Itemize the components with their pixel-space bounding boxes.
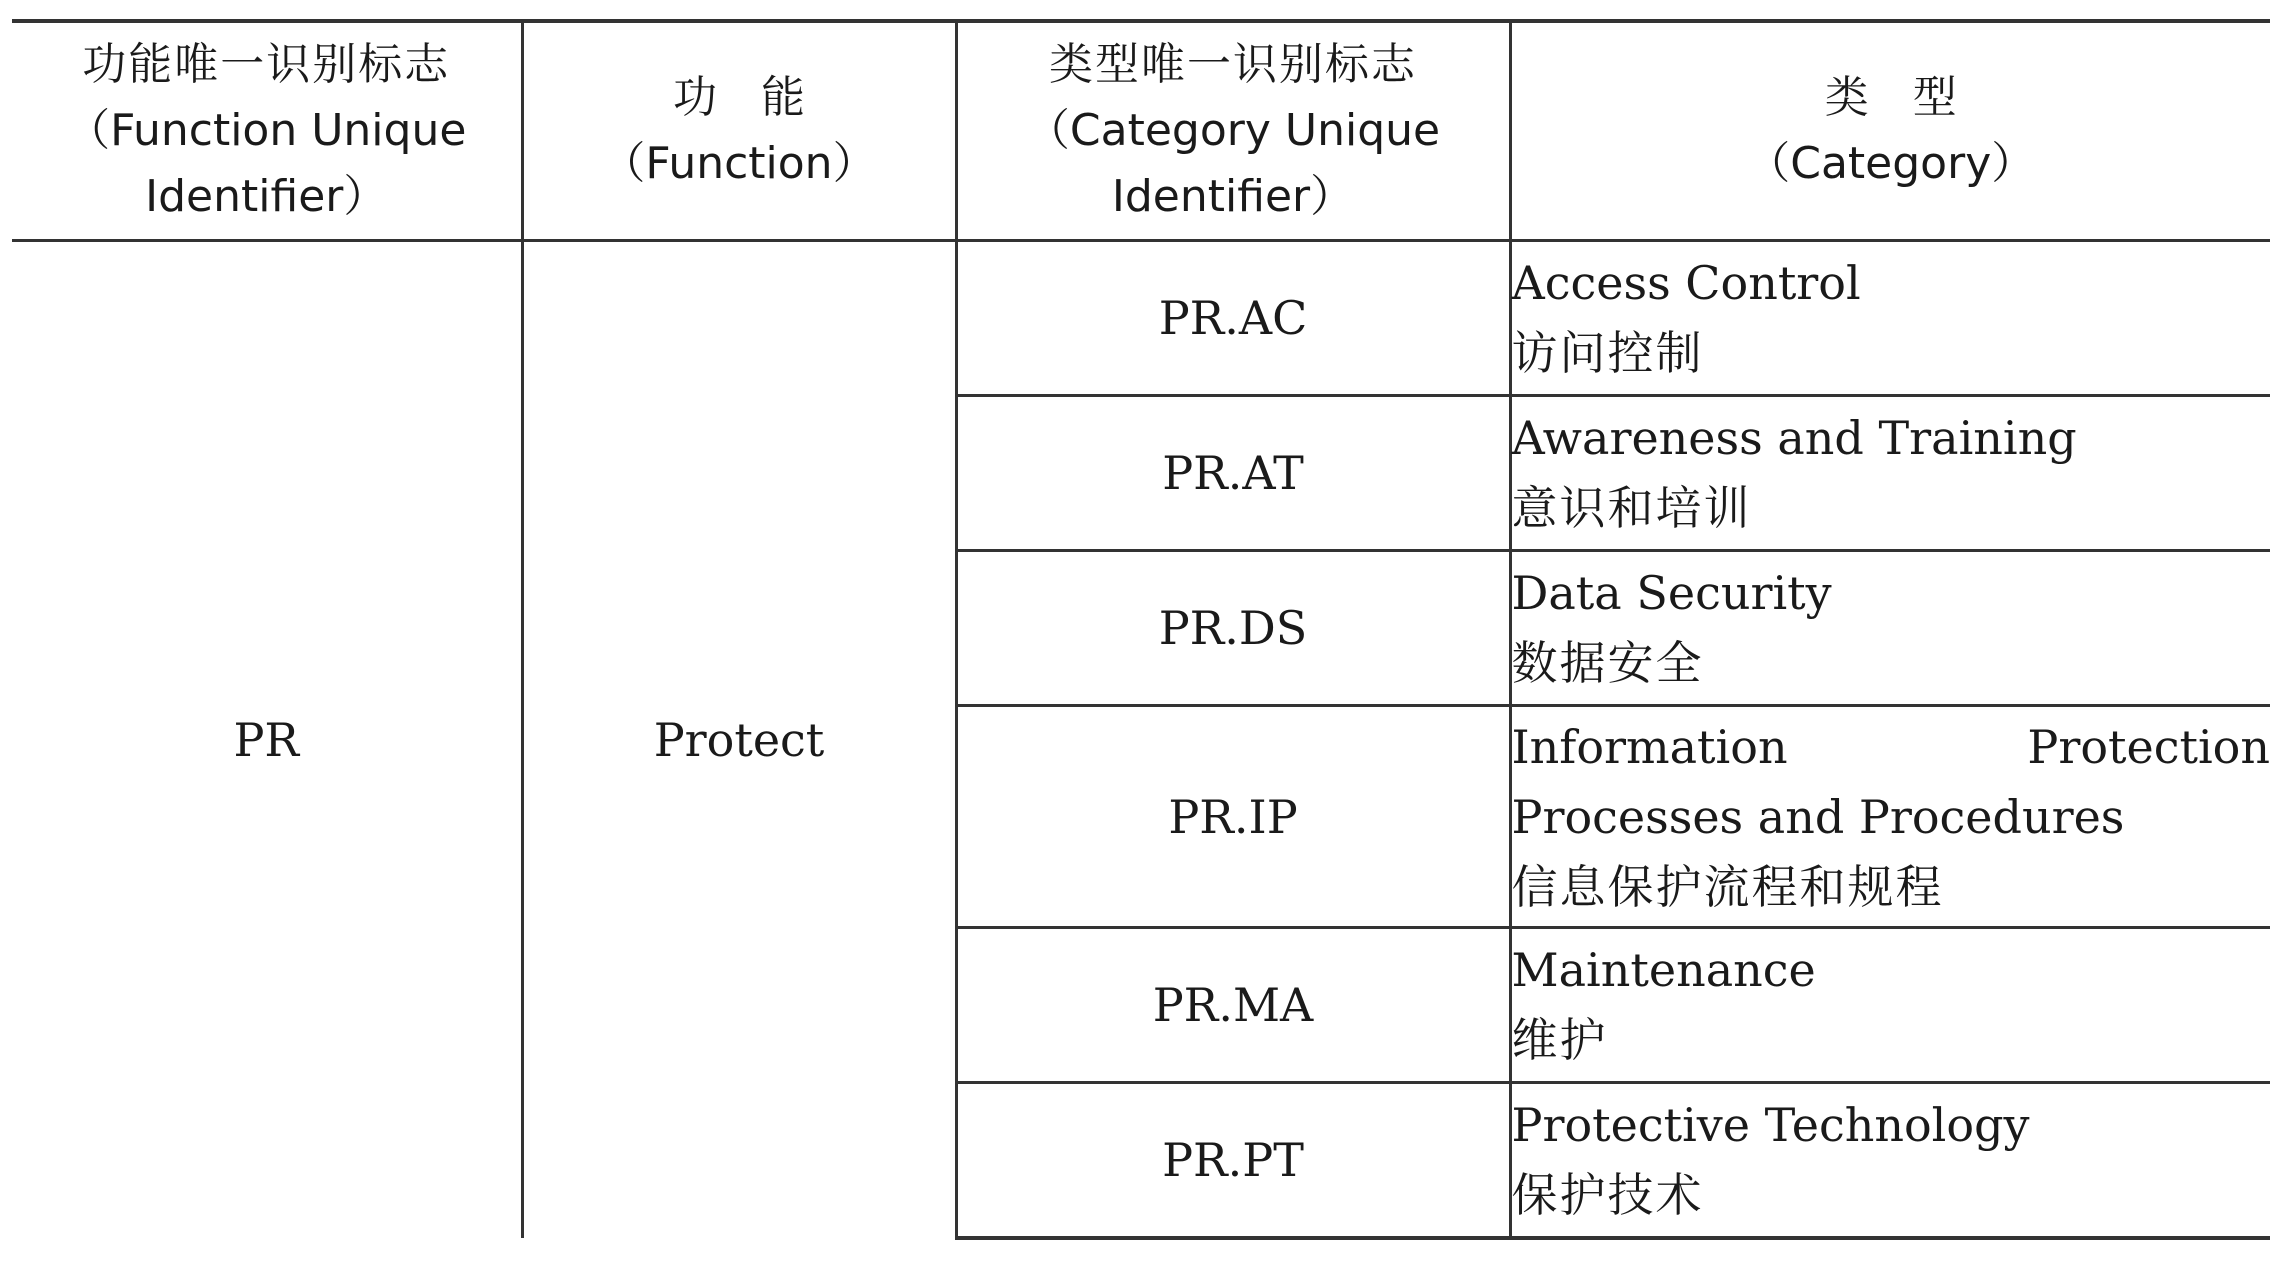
category-name-zh: 访问控制	[1511, 326, 1704, 380]
header-category	[1510, 21, 2270, 241]
category-name-en: Awareness and Training	[1511, 411, 2077, 465]
category-name-zh: 维护	[1511, 1013, 1608, 1067]
category-name-zh: 信息保护流程和规程	[1511, 859, 1944, 914]
category-cell	[1510, 1083, 2270, 1239]
category-cell	[1510, 241, 2270, 396]
category-name-en: Data Security	[1511, 566, 1832, 620]
category-id-cell: PR.DS	[956, 551, 1510, 706]
category-cell	[1510, 928, 2270, 1083]
table-header-row	[12, 21, 2270, 241]
category-id-cell: PR.AT	[956, 396, 1510, 551]
category-name-zh: 保护技术	[1511, 1168, 1704, 1222]
header-category-id	[956, 21, 1510, 241]
header-function-id	[12, 21, 522, 241]
category-id-cell: PR.PT	[956, 1083, 1510, 1239]
header-category-id-en-line1: （Category Unique	[1025, 105, 1441, 156]
header-function-id-en-line2: Identifier）	[145, 171, 388, 222]
category-id-cell: PR.AC	[956, 241, 1510, 396]
table-row	[12, 241, 2270, 396]
category-name-en: Protective Technology	[1511, 1098, 2030, 1152]
header-function	[522, 21, 956, 241]
function-id-cell: PR	[233, 713, 300, 767]
header-function-zh: 功能	[673, 72, 849, 123]
category-cell	[1510, 551, 2270, 706]
category-name-en: Information Protection Processes and Procedures	[1511, 719, 2270, 844]
header-category-zh: 类型	[1824, 72, 2001, 123]
category-id-cell: PR.MA	[956, 928, 1510, 1083]
header-function-id-zh: 功能唯一识别标志	[82, 39, 451, 90]
category-name-en: Maintenance	[1511, 943, 1816, 997]
category-cell	[1510, 706, 2270, 928]
header-category-id-zh: 类型唯一识别标志	[1049, 39, 1417, 90]
header-category-id-en-line2: Identifier）	[1111, 171, 1355, 222]
header-function-en: （Function）	[601, 138, 877, 189]
category-id-cell: PR.IP	[956, 706, 1510, 928]
category-name-zh: 数据安全	[1511, 636, 1704, 690]
function-name-cell: Protect	[522, 241, 956, 1239]
protect-category-table	[12, 19, 2270, 1240]
category-name-en: Access Control	[1511, 256, 1861, 310]
category-cell	[1510, 396, 2270, 551]
header-category-en: （Category）	[1746, 138, 2036, 189]
header-function-id-en-line1: （Function Unique	[66, 105, 467, 156]
category-name-zh: 意识和培训	[1511, 481, 1752, 535]
